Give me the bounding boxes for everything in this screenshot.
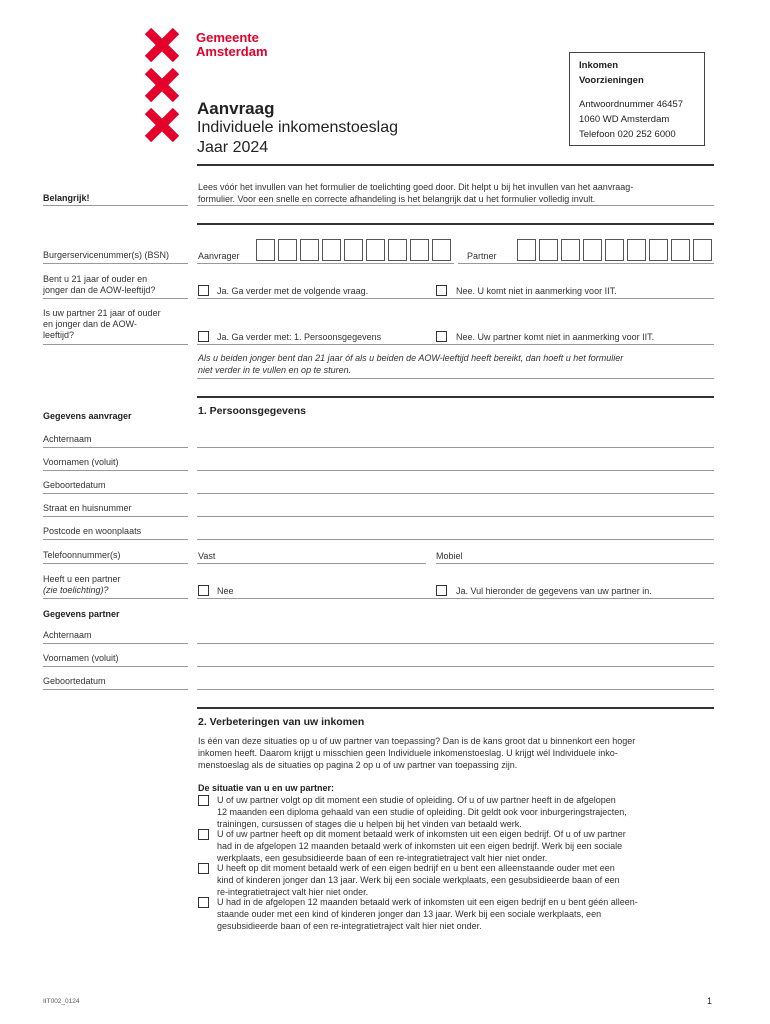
logo-line-1: Gemeente (196, 30, 259, 45)
note-text (198, 352, 623, 376)
bsn-digit-box[interactable] (539, 239, 558, 261)
bsn-digit-box[interactable] (322, 239, 341, 261)
field-label: Achternaam (43, 434, 92, 444)
partner-age-line-3: leeftijd? (43, 330, 75, 340)
form-subtitle: Individuele inkomenstoeslag (197, 119, 399, 136)
situation-text-line: U of uw partner volgt op dit moment een studie of opleiding. Of u of uw partner heeft in de afgelopen (217, 795, 616, 805)
page-number: 1 (707, 996, 713, 1006)
section-1-title: 1. Persoonsgegevens (198, 405, 306, 417)
bsn-digit-box[interactable] (432, 239, 451, 261)
field-label: Straat en huisnummer (43, 503, 132, 513)
partner-age-yes-label: Ja. Ga verder met: 1. Persoonsgegevens (217, 332, 382, 342)
divider (197, 223, 714, 225)
field-input-line[interactable] (197, 539, 714, 540)
intro-line-3: menstoeslag als de situaties op pagina 2 op u of uw partner van toepassing zijn. (198, 760, 518, 770)
partner-age-line-1: Is uw partner 21 jaar of ouder (43, 308, 161, 318)
section-2-intro (198, 735, 635, 771)
field-input-line[interactable] (197, 470, 714, 471)
address-line-3: Telefoon 020 252 6000 (579, 129, 676, 140)
field-input-line[interactable] (197, 493, 714, 494)
bsn-digit-box[interactable] (627, 239, 646, 261)
situation-text-line: U had in de afgelopen 12 maanden betaald werk of inkomsten uit een eigen bedrijf en u bent géén alleen- (217, 897, 638, 907)
age-yes-checkbox[interactable] (198, 285, 209, 296)
field-label: Achternaam (43, 630, 92, 640)
bsn-digit-box[interactable] (256, 239, 275, 261)
situation-text-line: U of uw partner heeft op dit moment betaald werk of inkomsten uit een eigen bedrijf. Of u of uw partner (217, 829, 626, 839)
divider (197, 205, 714, 206)
divider (43, 598, 188, 599)
situation-checkbox[interactable] (198, 863, 209, 874)
divider (43, 493, 188, 494)
has-partner-line-2: (zie toelichting)? (43, 585, 109, 595)
situation-text (217, 794, 627, 830)
bsn-digit-box[interactable] (300, 239, 319, 261)
age-question-line-1: Bent u 21 jaar of ouder en (43, 274, 148, 284)
situation-checkbox[interactable] (198, 829, 209, 840)
situation-text-line: kind of kinderen jonger dan 13 jaar. Werk bij een sociale werkplaats, een gesubsidieerde baan of een (217, 875, 620, 885)
bsn-digit-box[interactable] (561, 239, 580, 261)
bsn-label: Burgerservicenummer(s) (BSN) (43, 250, 170, 260)
partner-details-heading: Gegevens partner (43, 609, 120, 619)
divider (458, 263, 714, 264)
divider (43, 666, 188, 667)
form-title: Aanvraag (197, 99, 275, 118)
situation-text-line: re-integratietraject valt hier niet onder. (217, 887, 369, 897)
divider (197, 598, 714, 599)
has-partner-no-checkbox[interactable] (198, 585, 209, 596)
field-input-line[interactable] (197, 516, 714, 517)
situation-text-line: staande ouder met een kind of kinderen jonger dan 13 jaar. Werk bij een sociale werkplaats, een (217, 909, 602, 919)
partner-age-question-label (43, 308, 161, 341)
divider (197, 164, 714, 166)
divider (197, 707, 714, 709)
amsterdam-cross-icon (145, 108, 179, 142)
bsn-applicant-label: Aanvrager (198, 251, 240, 261)
divider (197, 263, 454, 264)
age-yes-label: Ja. Ga verder met de volgende vraag. (217, 286, 369, 296)
situation-text (217, 896, 638, 932)
field-label: Voornamen (voluit) (43, 653, 119, 663)
phone-fixed-label: Vast (198, 551, 216, 561)
situation-text-line: gesubsidieerde baan of een re-integratietraject valt hier niet onder. (217, 921, 482, 931)
bsn-digit-box[interactable] (649, 239, 668, 261)
field-input-line[interactable] (197, 689, 714, 690)
age-question-line-2: jonger dan de AOW-leeftijd? (43, 285, 156, 295)
has-partner-yes-label: Ja. Vul hieronder de gegevens van uw partner in. (456, 586, 652, 596)
applicant-details-heading: Gegevens aanvrager (43, 411, 132, 421)
situation-text-line: trainingen, cursussen of stages die u helpen bij het vinden van betaald werk. (217, 819, 522, 829)
divider (197, 396, 714, 398)
divider (43, 563, 188, 564)
situation-text-line: werkplaats, een gesubsidieerde baan of een re-integratietraject valt hier niet onder. (217, 853, 548, 863)
bsn-digit-box[interactable] (671, 239, 690, 261)
situation-text-line: U heeft op dit moment betaald werk of een eigen bedrijf en u bent een alleenstaande ouder met een (217, 863, 615, 873)
divider (43, 298, 188, 299)
intro-line-2: inkomen heeft. Daarom krijgt u misschien geen Individuele inkomenstoeslag. U krijgt wél Individuele inko- (198, 748, 618, 758)
important-text-2: formulier. Voor een snelle en correcte afhandeling is het belangrijk dat u het formulier volledig invult. (198, 194, 596, 204)
note-line-1: Als u beiden jonger bent dan 21 jaar óf als u beiden de AOW-leeftijd heeft bereikt, dan hoeft u het formulier (198, 353, 624, 363)
phone-fixed-input[interactable] (197, 563, 426, 564)
phone-mobile-label: Mobiel (436, 551, 463, 561)
phone-label: Telefoonnummer(s) (43, 550, 121, 560)
form-code: IIT002_0124 (43, 998, 80, 1005)
bsn-digit-box[interactable] (366, 239, 385, 261)
has-partner-no-label: Nee (217, 586, 234, 596)
important-label: Belangrijk! (43, 193, 90, 203)
age-question-label (43, 274, 155, 296)
partner-age-no-label: Nee. Uw partner komt niet in aanmerking voor IIT. (456, 332, 655, 342)
field-input-line[interactable] (197, 447, 714, 448)
amsterdam-cross-icon (145, 28, 179, 62)
bsn-digit-box[interactable] (344, 239, 363, 261)
situation-checkbox[interactable] (198, 897, 209, 908)
bsn-digit-box[interactable] (388, 239, 407, 261)
divider (43, 263, 188, 264)
address-dept-1: Inkomen (579, 60, 619, 71)
divider (43, 447, 188, 448)
divider (197, 298, 714, 299)
divider (43, 643, 188, 644)
address-dept-2: Voorzieningen (579, 75, 644, 86)
divider (43, 539, 188, 540)
situation-checkbox[interactable] (198, 795, 209, 806)
age-no-checkbox[interactable] (436, 285, 447, 296)
bsn-digit-box[interactable] (517, 239, 536, 261)
bsn-digit-box[interactable] (693, 239, 712, 261)
bsn-digit-box[interactable] (410, 239, 429, 261)
field-label: Geboortedatum (43, 480, 106, 490)
divider (43, 470, 188, 471)
field-label: Geboortedatum (43, 676, 106, 686)
logo-text (196, 31, 268, 59)
field-label: Voornamen (voluit) (43, 457, 119, 467)
age-no-label: Nee. U komt niet in aanmerking voor IIT. (456, 286, 617, 296)
divider (43, 516, 188, 517)
divider (197, 344, 714, 345)
address-box (569, 52, 705, 146)
note-line-2: niet verder in te vullen en op te sturen. (198, 365, 352, 375)
logo-line-2: Amsterdam (196, 44, 268, 59)
bsn-digit-box[interactable] (278, 239, 297, 261)
has-partner-line-1: Heeft u een partner (43, 574, 121, 584)
important-text-1: Lees vóór het invullen van het formulier de toelichting goed door. Dit helpt u bij het invullen van het aanvraag- (198, 182, 634, 192)
situation-text-line: had in de afgelopen 12 maanden betaald werk of inkomsten uit een eigen bedrijf. Werk bij een sociale (217, 841, 623, 851)
has-partner-question (43, 574, 121, 596)
address-line-1: Antwoordnummer 46457 (579, 99, 684, 110)
partner-age-yes-checkbox[interactable] (198, 331, 209, 342)
section-2-title: 2. Verbeteringen van uw inkomen (198, 716, 365, 728)
divider (197, 378, 714, 379)
divider (43, 205, 188, 206)
divider (43, 689, 188, 690)
field-input-line[interactable] (197, 666, 714, 667)
address-line-2: 1060 WD Amsterdam (579, 114, 670, 125)
field-input-line[interactable] (197, 643, 714, 644)
partner-age-no-checkbox[interactable] (436, 331, 447, 342)
form-year: Jaar 2024 (197, 139, 269, 156)
phone-mobile-input[interactable] (436, 563, 714, 564)
partner-age-line-2: en jonger dan de AOW- (43, 319, 137, 329)
field-label: Postcode en woonplaats (43, 526, 142, 536)
amsterdam-cross-icon (145, 68, 179, 102)
bsn-digit-box[interactable] (605, 239, 624, 261)
situation-label: De situatie van u en uw partner: (198, 783, 335, 793)
situation-text-line: 12 maanden een diploma gehaald van een studie of opleiding. Dit geldt ook voor inburgeringstrajecten, (217, 807, 627, 817)
intro-line-1: Is één van deze situaties op u of uw partner van toepassing? Dan is de kans groot dat u binnenkort een hoger (198, 736, 636, 746)
situation-text (217, 862, 620, 898)
bsn-partner-label: Partner (467, 251, 497, 261)
has-partner-yes-checkbox[interactable] (436, 585, 447, 596)
divider (43, 344, 188, 345)
situation-text (217, 828, 626, 864)
bsn-digit-box[interactable] (583, 239, 602, 261)
